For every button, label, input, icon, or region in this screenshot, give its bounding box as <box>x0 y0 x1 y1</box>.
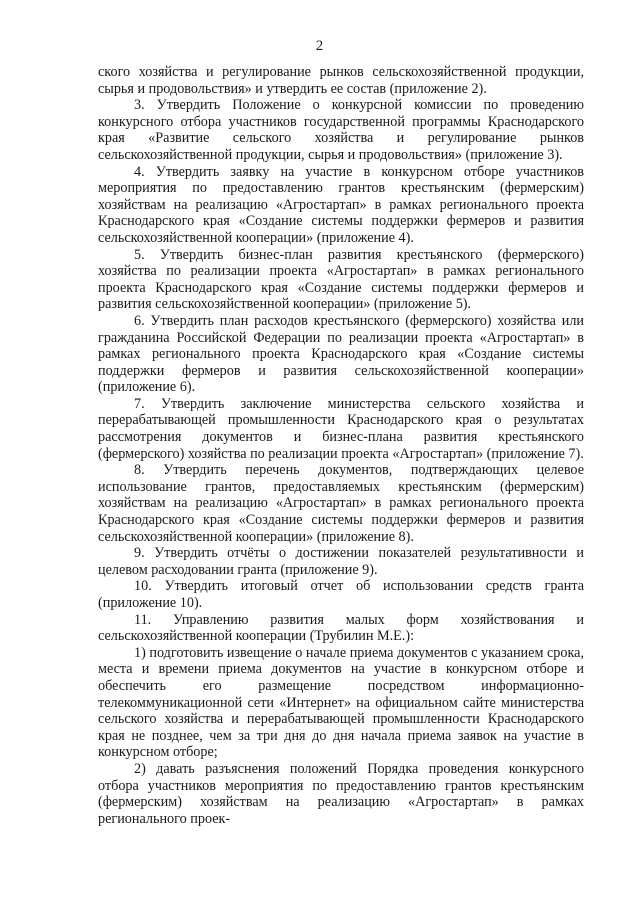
paragraph-item-6: 6. Утвердить план расходов крестьянского (фермерского) хозяйства или гражданина Российской Федерации по реализации проекта «Агростартап» в рамках регионального проекта Краснодарского края «Создание системы поддержки фермеров и развития сельскохозяйственной кооперации» (приложение 6). <box>98 312 584 396</box>
paragraph-subitem-2: 2) давать разъяснения положений Порядка проведения конкурсного отбора участников мероприятия по предоставлению грантов крестьянским (фермерским) хозяйствам на реализацию «Агростартап» в рамках регионального проек- <box>98 760 584 827</box>
paragraph-item-7: 7. Утвердить заключение министерства сельского хозяйства и перерабатывающей промышленности Краснодарского края о результатах рассмотрения документов и бизнес-плана развития крестьянского (фермерского) хозяйства по реализации проекта «Агростартап» (приложение 7). <box>98 395 584 462</box>
paragraph-item-5: 5. Утвердить бизнес-план развития крестьянского (фермерского) хозяйства по реализации проекта «Агростартап» в рамках регионального проекта Краснодарского края «Создание системы поддержки фермеров и развития сельскохозяйственной кооперации» (приложение 5). <box>98 246 584 313</box>
paragraph-item-10: 10. Утвердить итоговый отчет об использовании средств гранта (приложение 10). <box>98 578 584 611</box>
page-number: 2 <box>315 38 324 54</box>
paragraph-item-8: 8. Утвердить перечень документов, подтверждающих целевое использование грантов, предоставляемых крестьянским (фермерским) хозяйствам на реализацию «Агростартап» в рамках регионального проекта Краснодарского края «Создание системы поддержки фермеров и развития сельскохозяйственной кооперации» (приложение 8). <box>98 462 584 545</box>
document-body <box>98 64 584 827</box>
paragraph-item-11: 11. Управлению развития малых форм хозяйствования и сельскохозяйственной кооперации (Трубилин М.Е.): <box>98 611 584 645</box>
paragraph-item-9: 9. Утвердить отчёты о достижении показателей результативности и целевом расходовании гранта (приложение 9). <box>98 545 584 578</box>
paragraph-continuation: ского хозяйства и регулирование рынков сельскохозяйственной продукции, сырья и продовольствия» и утвердить ее состав (приложение 2). <box>98 64 584 97</box>
paragraph-item-4: 4. Утвердить заявку на участие в конкурсном отборе участников мероприятия по предоставлению грантов крестьянским (фермерским) хозяйствам на реализацию «Агростартап» в рамках регионального проекта Краснодарского края «Создание системы поддержки фермеров и развития сельскохозяйственной кооперации» (приложение 4). <box>98 163 584 246</box>
paragraph-item-3: 3. Утвердить Положение о конкурсной комиссии по проведению конкурсного отбора участников государственной программы Краснодарского края «Развитие сельского хозяйства и регулирование рынков сельскохозяйственной продукции, сырья и продовольствия» (приложение 3). <box>98 97 584 163</box>
paragraph-subitem-1: 1) подготовить извещение о начале приема документов с указанием срока, места и времени приема документов на участие в конкурсном отборе и обеспечить его размещение посредством информационно-телекоммуникационной сети «Интернет» на официальном сайте министерства сельского хозяйства и перерабатывающей промышленности Краснодарского края не позднее, чем за три дня до дня начала приема заявок на участие в конкурсном отборе; <box>98 644 584 761</box>
